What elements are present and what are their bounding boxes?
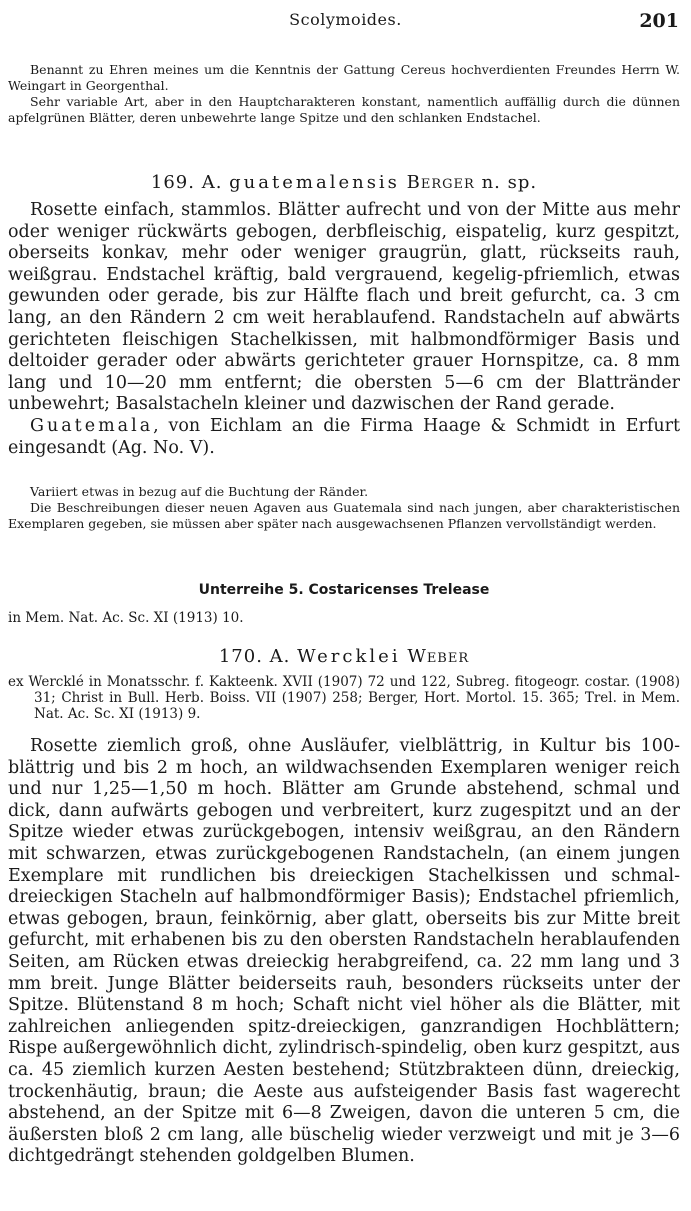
species-169-status: n. sp. [481,172,538,193]
species-169-number: 169. A. [150,172,223,193]
species-169-locality [8,416,680,459]
reference-line: ex Wercklé in Monatsschr. f. Kakteenk. XVII (1907) 72 und 122, Subreg. fitogeogr. costar. (1908) 31; Christ in Bull. Herb. Boiss. VII (1907) 258; Berger, Hort. Mortol. 15. 365; Trel. in Mem. Nat. Ac. Sc. XI (1913) 9. [8,674,680,722]
species-169-note-1: Variiert etwas in bezug auf die Buchtung der Ränder. [30,484,369,499]
locality-word: Guatemala [30,415,154,436]
species-170-references [8,674,680,722]
species-169-heading [8,172,680,193]
intro-paragraph-1: Benannt zu Ehren meines um die Kenntnis der Gattung Cereus hochverdienten Freundes Herrn W. Weingart in Georgenthal. [8,62,680,93]
species-169-body [8,200,680,459]
species-169-author: Berger [406,172,475,193]
species-169-note-2: Die Beschreibungen dieser neuen Agaven aus Guatemala sind nach jungen, aber charakteristischen Exemplaren gegeben, sie müssen aber später nach ausgewachsenen Pflanzen vervollständigt werden. [8,500,680,531]
species-170-description: Rosette ziemlich groß, ohne Ausläufer, vielblättrig, in Kultur bis 100-blättrig und bis 2 m hoch, an wildwachsenden Exemplaren weniger reich und nur 1,25—1,50 m hoch. Blätter am Grunde abstehend, schmal und dick, dann aufwärts gebogen und verbreitert, kurz zugespitzt und an der Spitze wieder etwas zurückgebogen, intensiv weißgrau, an den Rändern mit schwarzen, etwas zurückgebogenen Randstacheln, (an einem jungen Exemplare mit rundlichen bis dreieckigen Stachelkissen und schmal-dreieckigen Stacheln auf halbmondförmiger Basis); Endstachel pfriemlich, etwas gebogen, braun, feinkörnig, aber glatt, oberseits bis zur Mitte breit gefurcht, mit erhabenen bis zu den obersten Randstacheln herablaufenden Seiten, am Rücken etwas dreieckig herabgreifend, ca. 22 mm lang und 3 mm breit. Junge Blätter beiderseits rauh, besonders rückseits unter der Spitze. Blütenstand 8 m hoch; Schaft nicht viel höher als die Blätter, mit zahlreichen anliegenden spitz-dreieckigen, ganzrandigen Hochblättern; Rispe außergewöhnlich dicht, zylindrisch-spindelig, oben kurz gespitzt, aus ca. 45 ziemlich kurzen Aesten bestehend; Stützbrakteen dünn, dreieckig, trockenhäutig, braun; die Aeste aus aufsteigender Basis fast wagerecht abstehend, an der Spitze mit 6—8 Zweigen, davon die unteren 5 cm, die äußersten bloß 2 cm lang, alle büschelig wieder verzweigt und mit je 3—6 dichtgedrängt stehenden goldgelben Blumen. [8,736,680,1167]
subseries-citation: in Mem. Nat. Ac. Sc. XI (1913) 10. [8,610,244,626]
species-170-author: Weber [407,646,470,667]
intro-notes [8,62,680,126]
species-170-name: Wercklei [297,646,401,667]
page-number: 201 [639,10,679,32]
species-170-heading [8,646,680,667]
species-169-name: guatemalensis [229,172,400,193]
species-169-notes [8,484,680,532]
locality-rest: , von Eichlam an die Firma Haage & Schmidt in Erfurt eingesandt (Ag. No. V). [8,415,680,458]
running-head: Scolymoides. [289,10,402,29]
subseries-title: Unterreihe 5. Costaricenses Trelease [198,582,490,598]
page-header [0,10,691,40]
species-169-description: Rosette einfach, stammlos. Blätter aufrecht und von der Mitte aus mehr oder weniger rückwärts gebogen, derbfleischig, eispatelig, kurz gespitzt, oberseits konkav, mehr oder weniger graugrün, glatt, rückseits rauh, weißgrau. Endstachel kräftig, bald vergrauend, kegelig-pfriemlich, etwas gewunden oder gerade, bis zur Hälfte flach und breit gefurcht, ca. 3 cm lang, an den Rändern 2 cm weit herablaufend. Randstacheln auf abwärts gerichteten fleischigen Stachelkissen, mit halbmondförmiger Basis und deltoider gerader oder abwärts gerichteter grauer Hornspitze, ca. 8 mm lang und 10—20 mm entfernt; die obersten 5—6 cm der Blattränder unbewehrt; Basalstacheln kleiner und dazwischen der Rand gerade. [8,200,680,415]
species-170-number: 170. A. [218,646,291,667]
intro-paragraph-2: Sehr variable Art, aber in den Hauptcharakteren konstant, namentlich auffällig durch die dünnen apfelgrünen Blätter, deren unbewehrte lange Spitze und den schlanken Endstachel. [8,94,680,125]
species-170-body [8,736,680,1168]
